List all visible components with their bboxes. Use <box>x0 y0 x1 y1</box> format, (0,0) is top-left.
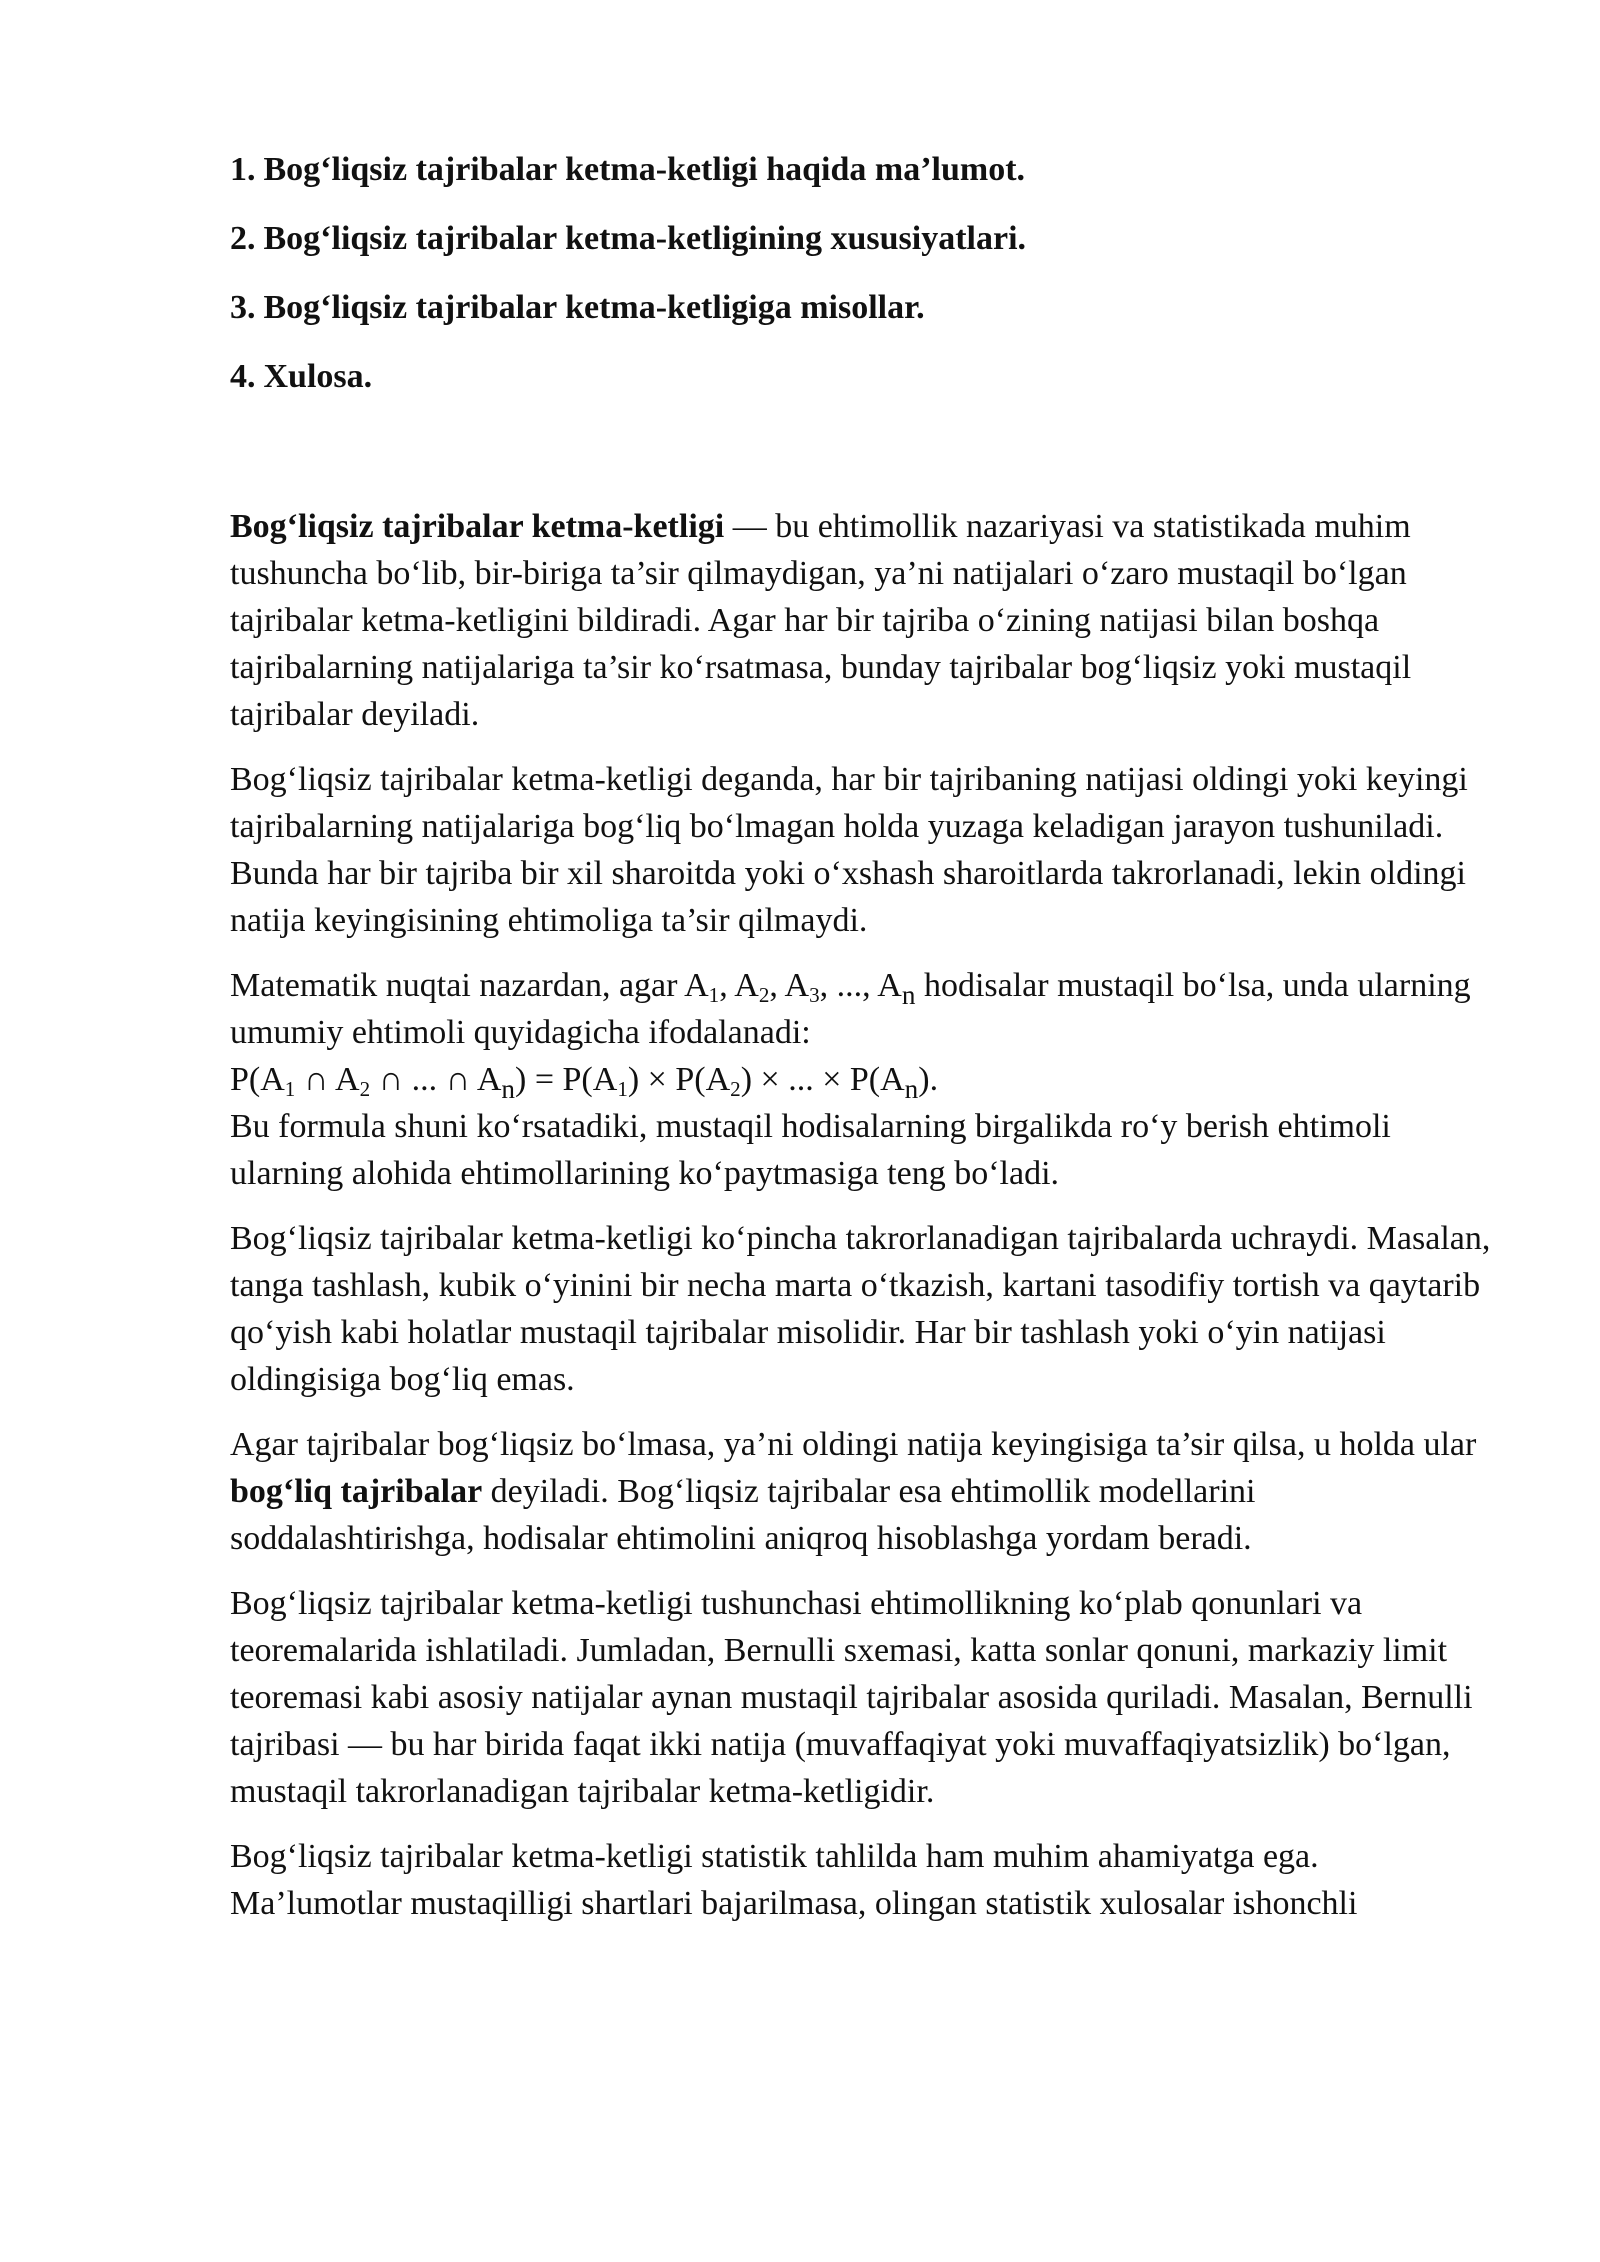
paragraph-examples: Bog‘liqsiz tajribalar ketma-ketligi ko‘pincha takrorlanadigan tajribalarda uchraydi. Masalan, tanga tashlash, kubik o‘yinini bir necha marta o‘tkazish, kartani tasodifiy tortish va qaytarib qo‘yish kabi holatlar mustaqil tajribalar misolidir. Har bir tashlash yoki o‘yin natijasi oldingisiga bog‘liq emas. <box>230 1220 1491 1398</box>
toc-item: 4. Xulosa. <box>230 358 373 395</box>
paragraph-statistics: Bog‘liqsiz tajribalar ketma-ketligi statistik tahlilda ham muhim ahamiyatga ega. Ma’lumotlar mustaqilligi shartlari bajarilmasa, olingan statistik xulosalar ishonchli <box>230 1838 1358 1922</box>
toc-item: 1. Bog‘liqsiz tajribalar ketma-ketligi haqida ma’lumot. <box>230 151 1026 188</box>
paragraph-dependent: Agar tajribalar bog‘liqsiz bo‘lmasa, ya’ni oldingi natija keyingisiga ta’sir qilsa, u holda ular bog‘liq tajribalar deyiladi. Bog‘liqsiz tajribalar esa ehtimollik modellarini soddalashtirishga, hodisalar ehtimolini aniqroq hisoblashga yordam beradi. <box>230 1426 1477 1557</box>
paragraph-formula: Matematik nuqtai nazardan, agar $A_1$, $A_2$, $A_3$, ..., $A_n$ hodisalar mustaqil bo‘lsa, unda ularning umumiy ehtimoli quyidagicha ifodalanadi: $P(A_1$ ∩ $A_2$ ∩ ... ∩ $A_n) = P(A_1) \times P(A_2)$ × ... × $P(A_n)$. Bu formula shuni ko‘rsatadiki, mustaqil hodisalarning birgalikda ro‘y berish ehtimoli ularning alohida ehtimollarining ko‘paytmasiga teng bo‘ladi. <box>230 967 1471 1192</box>
paragraph-definition: Bog‘liqsiz tajribalar ketma-ketligi — bu ehtimollik nazariyasi va statistikada muhim tushuncha bo‘lib, bir-biriga ta’sir qilmaydigan, ya’ni natijalari o‘zaro mustaqil bo‘lgan tajribalar ketma-ketligini bildiradi. Agar har bir tajriba o‘zining natijasi bilan boshqa tajribalarning natijalariga ta’sir ko‘rsatmasa, bunday tajribalar bog‘liqsiz yoki mustaqil tajribalar deyiladi. <box>230 508 1412 733</box>
defined-term: Bog‘liqsiz tajribalar ketma-ketligi <box>230 508 725 545</box>
table-of-contents <box>230 150 1495 397</box>
bold-term: bog‘liq tajribalar <box>230 1473 483 1510</box>
toc-item: 3. Bog‘liqsiz tajribalar ketma-ketligiga misollar. <box>230 289 925 326</box>
paragraph-explanation: Bog‘liqsiz tajribalar ketma-ketligi deganda, har bir tajribaning natijasi oldingi yoki keyingi tajribalarning natijalariga bog‘liq bo‘lmagan holda yuzaga keladigan jarayon tushuniladi. Bunda har bir tajriba bir xil sharoitda yoki o‘xshash sharoitlarda takrorlanadi, lekin oldingi natija keyingisining ehtimoliga ta’sir qilmaydi. <box>230 761 1468 939</box>
paragraph-theorems: Bog‘liqsiz tajribalar ketma-ketligi tushunchasi ehtimollikning ko‘plab qonunlari va teoremalarida ishlatiladi. Jumladan, Bernulli sxemasi, katta sonlar qonuni, markaziy limit teoremasi kabi asosiy natijalar aynan mustaqil tajribalar asosida quriladi. Masalan, Bernulli tajribasi — bu har birida faqat ikki natija (muvaffaqiyat yoki muvaffaqiyatsizlik) bo‘lgan, mustaqil takrorlanadigan tajribalar ketma-ketligidir. <box>230 1585 1473 1810</box>
probability-formula: $P(A_1$ ∩ $A_2$ ∩ ... ∩ $A_n) = P(A_1) \times P(A_2)$ × ... × $P(A_n)$. <box>230 1061 939 1105</box>
body-text <box>230 503 1495 1927</box>
toc-item: 2. Bog‘liqsiz tajribalar ketma-ketligining xususiyatlari. <box>230 220 1027 257</box>
